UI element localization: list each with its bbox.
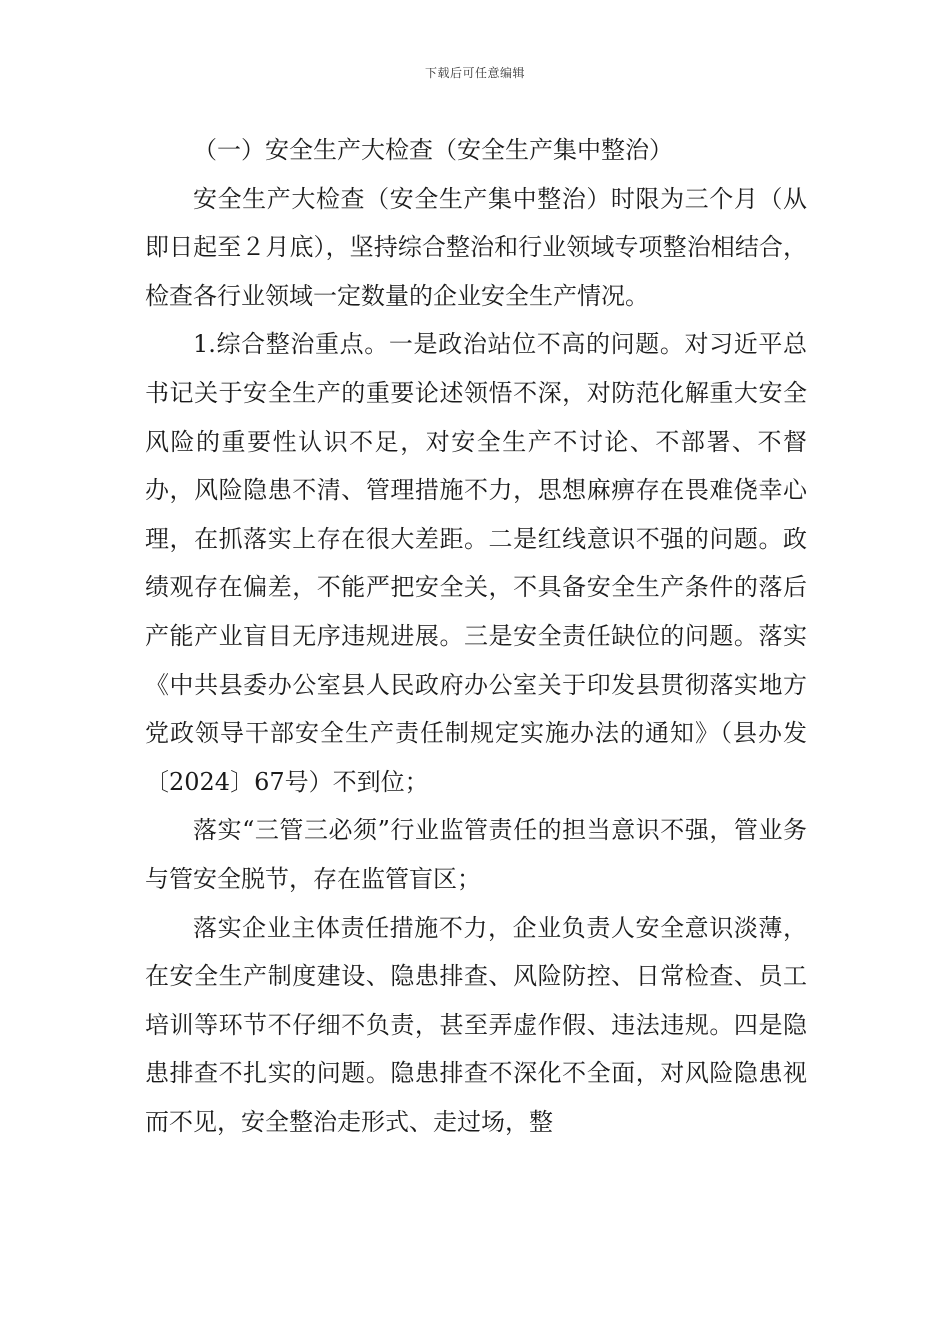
paragraph-supervision: 落实“三管三必须”行业监管责任的担当意识不强，管业务与管安全脱节，存在监管盲区； xyxy=(145,816,807,893)
paragraph-enterprise-responsibility: 落实企业主体责任措施不力，企业负责人安全意识淡薄，在安全生产制度建设、隐患排查、风险防控、日常检查、员工培训等环节不仔细不负责，甚至弄虚作假、违法违规。四是隐患排查不扎实的问题。隐患排查不深化不全面，对风险隐患视而不见，安全整治走形式、走过场，整 xyxy=(145,913,807,1136)
section-heading: （一）安全生产大检查（安全生产集中整治） xyxy=(193,136,673,164)
paragraph-time-limit: 安全生产大检查（安全生产集中整治）时限为三个月（从即日起至２月底），坚持综合整治和行业领域专项整治相结合，检查各行业领域一定数量的企业安全生产情况。 xyxy=(145,184,807,310)
paragraph-key-points: 1.综合整治重点。一是政治站位不高的问题。对习近平总书记关于安全生产的重要论述领悟不深，对防范化解重大安全风险的重要性认识不足，对安全生产不讨论、不部署、不督办，风险隐患不清、管理措施不力，思想麻痹存在畏难侥幸心理，在抓落实上存在很大差距。二是红线意识不强的问题。政绩观存在偏差，不能严把安全关，不具备安全生产条件的落后产能产业盲目无序违规进展。三是安全责任缺位的问题。落实《中共县委办公室县人民政府办公室关于印发县贯彻落实地方党政领导干部安全生产责任制规定实施办法的通知》（县办发〔2024〕67号）不到位； xyxy=(145,330,807,796)
document-body xyxy=(145,126,807,1146)
page-header-note: 下载后可任意编辑 xyxy=(424,66,525,80)
